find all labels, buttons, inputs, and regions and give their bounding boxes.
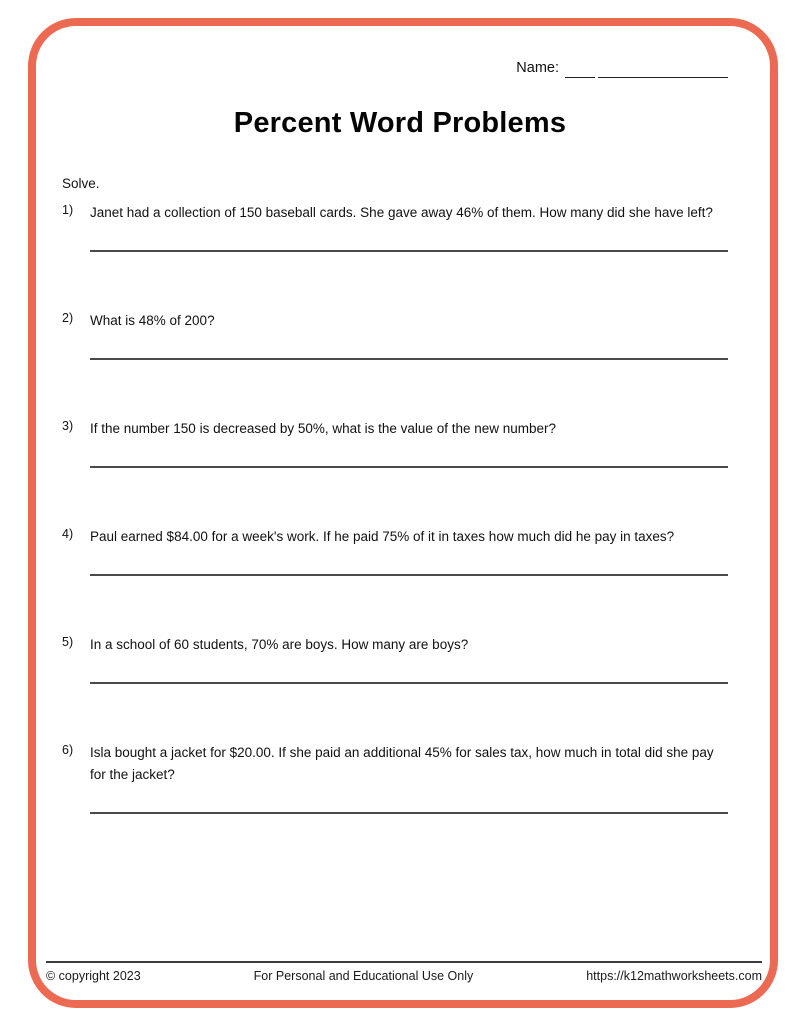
problems-section — [62, 176, 728, 872]
problem-text: Janet had a collection of 150 baseball cards. She gave away 46% of them. How many did she have left? — [90, 205, 713, 220]
problem-number: 1) — [62, 203, 74, 217]
footer — [46, 961, 762, 983]
footer-usage-notice: For Personal and Educational Use Only — [253, 969, 474, 983]
answer-line[interactable] — [90, 250, 728, 252]
problem-item-4 — [62, 526, 728, 576]
problem-item-3 — [62, 418, 728, 468]
answer-line[interactable] — [90, 682, 728, 684]
page-title: Percent Word Problems — [233, 107, 567, 139]
problem-text: If the number 150 is decreased by 50%, what is the value of the new number? — [90, 421, 557, 436]
answer-line[interactable] — [90, 358, 728, 360]
name-label: Name: — [516, 60, 559, 76]
footer-url-link[interactable]: https://k12mathworksheets.com — [586, 969, 762, 983]
name-line-segment — [598, 61, 728, 78]
name-row — [516, 60, 728, 78]
problem-item-6 — [62, 742, 728, 814]
problem-item-1 — [62, 202, 728, 252]
problem-item-5 — [62, 634, 728, 684]
problem-text: What is 48% of 200? — [90, 313, 215, 328]
problem-number: 5) — [62, 635, 74, 649]
answer-line[interactable] — [90, 574, 728, 576]
problem-number: 4) — [62, 527, 74, 541]
footer-copyright: © copyright 2023 — [46, 969, 141, 983]
problem-text: Paul earned $84.00 for a week's work. If he paid 75% of it in taxes how much did he pay in taxes? — [90, 529, 675, 544]
problem-number: 2) — [62, 311, 74, 325]
answer-line[interactable] — [90, 812, 728, 814]
problem-number: 6) — [62, 743, 74, 757]
answer-line[interactable] — [90, 466, 728, 468]
problem-text: In a school of 60 students, 70% are boys. How many are boys? — [90, 637, 469, 652]
name-line-segment — [565, 61, 595, 78]
instructions-label: Solve. — [62, 176, 100, 191]
problem-text: Isla bought a jacket for $20.00. If she paid an additional 45% for sales tax, how much in total did she pay for the jacket? — [90, 745, 714, 782]
problem-item-2 — [62, 310, 728, 360]
problem-number: 3) — [62, 419, 74, 433]
name-input-line[interactable] — [565, 61, 728, 78]
